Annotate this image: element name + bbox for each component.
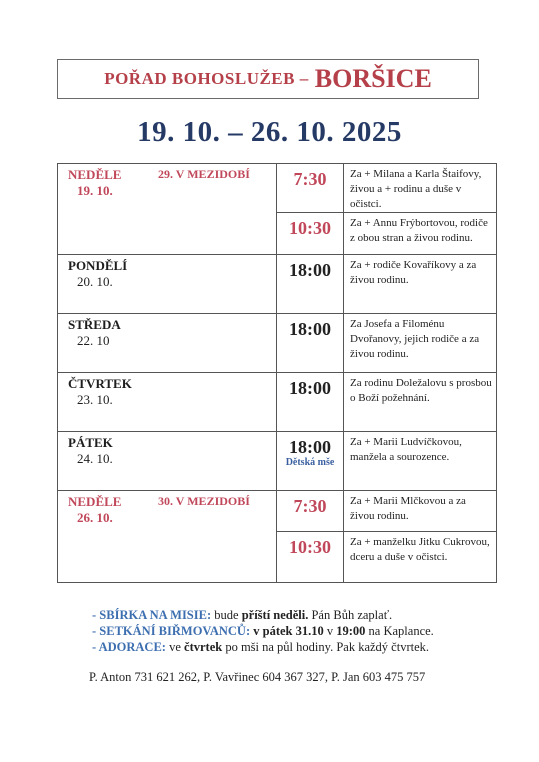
note-text: bude [211,608,242,622]
mass-note: Dětská mše [285,457,335,468]
day-name: PONDĚLÍ [68,258,128,273]
day-cell [58,432,277,491]
table-row [58,255,497,314]
date-range: 19. 10. – 26. 10. 2025 [137,116,402,148]
contacts: P. Anton 731 621 262, P. Vavřinec 604 367 327, P. Jan 603 475 757 [89,670,426,684]
note-bold: 19:00 [336,624,366,638]
title-place: BORŠICE [314,64,432,93]
time-cell [277,491,344,532]
intention-cell: Za rodinu Doležalovu s prosbou o Boží požehnání. [344,373,497,432]
note-bold: příští neděli. [241,608,309,622]
time-cell [277,255,344,314]
title-prefix: POŘAD BOHOSLUŽEB – [104,69,309,88]
day-name: PÁTEK [68,435,113,450]
day-date: 22. 10 [77,333,110,348]
day-name: ČTVRTEK [68,376,132,391]
mass-time: 18:00 [289,378,331,398]
mass-time: 7:30 [293,496,327,516]
mass-time: 10:30 [289,537,331,557]
day-name: NEDĚLE [68,494,122,509]
note-line [92,639,434,655]
note-text: ve [165,640,185,654]
intention-cell: Za + Marii Ludvíčkovou, manžela a sourozence. [344,432,497,491]
table-row [58,491,497,532]
day-cell [58,491,277,583]
intention-cell: Za + Annu Frýbortovou, rodiče z obou stran a živou rodinu. [344,213,497,255]
table-row [58,373,497,432]
table-row [58,314,497,373]
time-cell [277,373,344,432]
note-line [92,623,434,639]
day-cell [58,373,277,432]
table-row [58,432,497,491]
time-cell [277,432,344,491]
time-cell [277,314,344,373]
time-cell [277,213,344,255]
day-name: STŘEDA [68,317,121,332]
day-date: 24. 10. [77,451,113,466]
day-date: 23. 10. [77,392,113,407]
day-name: NEDĚLE [68,167,122,182]
note-label: - ADORACE: [92,640,166,654]
schedule-table [57,163,497,583]
mass-time: 18:00 [289,437,331,457]
day-cell [58,164,277,255]
day-cell [58,255,277,314]
day-date: 19. 10. [77,183,113,198]
note-line [92,607,434,623]
time-cell [277,164,344,213]
intention-cell: Za + Marii Mlčkovou a za živou rodinu. [344,491,497,532]
time-cell [277,532,344,583]
mass-time: 7:30 [293,169,327,189]
mass-time: 10:30 [289,218,331,238]
day-date: 26. 10. [77,510,113,525]
note-text: po mši na půl hodiny. Pak každý čtvrtek. [222,640,429,654]
mass-time: 18:00 [289,319,331,339]
table-row [58,164,497,213]
note-label: - SBÍRKA NA MISIE: [92,608,212,622]
feast-label: 30. V MEZIDOBÍ [158,494,250,508]
intention-cell: Za + manželku Jitku Cukrovou, dceru a duše v očistci. [344,532,497,583]
intention-cell: Za Josefa a Filoménu Dvořanovy, jejich rodiče a za živou rodinu. [344,314,497,373]
mass-time: 18:00 [289,260,331,280]
note-text: na Kaplance. [365,624,434,638]
note-label: - SETKÁNÍ BIŘMOVANCŮ: [92,624,251,638]
note-text: v [323,624,337,638]
day-cell [58,314,277,373]
day-date: 20. 10. [77,274,113,289]
note-text: Pán Bůh zaplať. [308,608,393,622]
notes-section [92,607,434,655]
intention-cell: Za + Milana a Karla Štaifovy, živou a + rodinu a duše v očistci. [344,164,497,213]
page-title [57,59,479,99]
note-bold: čtvrtek [184,640,223,654]
intention-cell: Za + rodiče Kovaříkovy a za živou rodinu. [344,255,497,314]
feast-label: 29. V MEZIDOBÍ [158,167,250,181]
note-bold: v pátek 31.10 [253,624,324,638]
